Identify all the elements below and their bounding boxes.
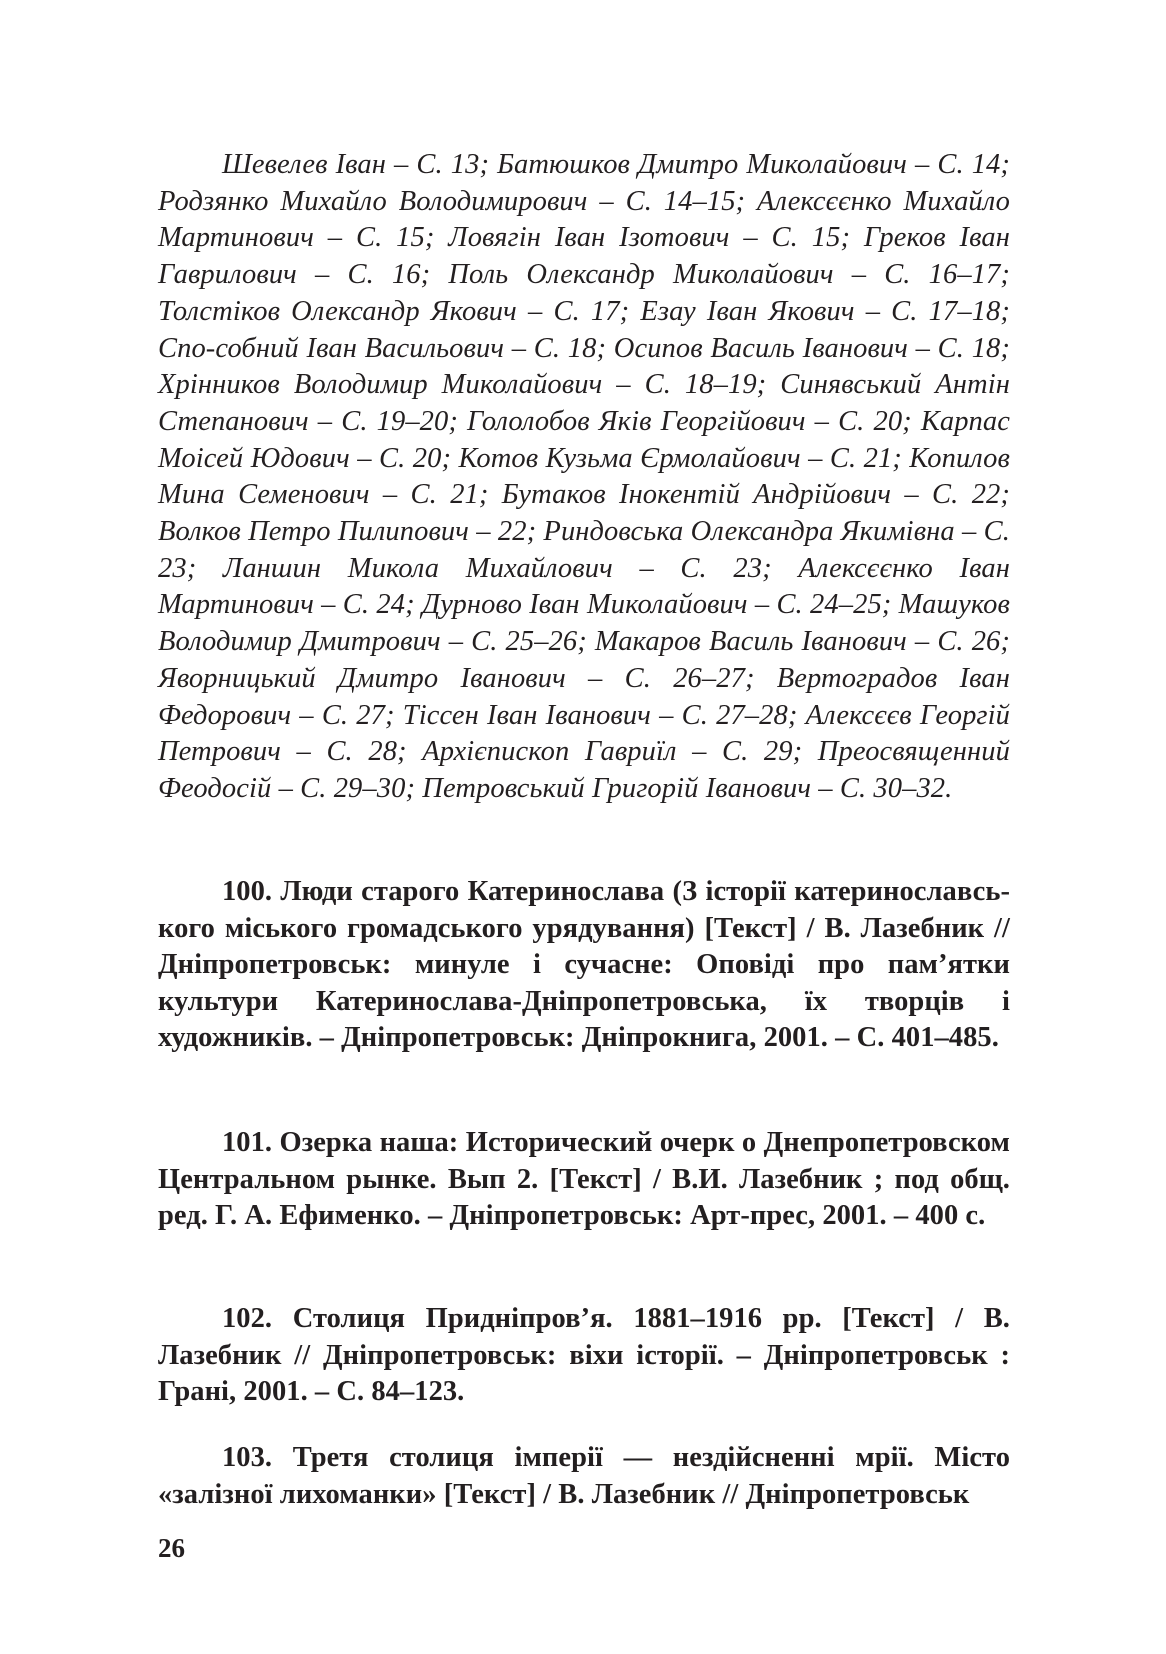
bibliography-entry-102: 102. Столиця Придніпров’я. 1881–1916 рр. [Текст] / В. Лазебник // Дніпропетровськ: віхи історії. – Дніпропетровськ : Грані, 2001. – С. 84–123. xyxy=(158,1303,1010,1408)
bibliography-entry-100: 100. Люди старого Катеринослава (З історії катеринославсь-кого міського громадського урядування) [Текст] / В. Лазебник // Дніпропетровськ: минуле і сучасне: Оповіді про пам’ятки культури Катеринослава-Дніпропетровська, їх творців і художників. – Дніпропетровськ: Дніпрокнига, 2001. – С. 401–485. xyxy=(158,876,1010,1054)
page-number: 26 xyxy=(158,1533,185,1563)
persons-index-paragraph: Шевелев Іван – С. 13; Батюшков Дмитро Миколайович – С. 14; Родзянко Михайло Володимирович – С. 14–15; Алексєєнко Михайло Мартинович – С. 15; Ловягін Іван Ізотович – С. 15; Греков Іван Гаврилович – С. 16; Поль Олександр Миколайович – С. 16–17; Толстіков Олександр Якович – С. 17; Езау Іван Якович – С. 17–18; Спо-собний Іван Васильович – С. 18; Осипов Василь Іванович – С. 18; Хрінников Володимир Миколайович – С. 18–19; Синявський Антін Степанович – С. 19–20; Гололобов Яків Георгійович – С. 20; Карпас Моісей Юдович – С. 20; Котов Кузьма Єрмолайович – С. 21; Копилов Мина Семенович – С. 21; Бутаков Інокентій Андрійович – С. 22; Волков Петро Пилипович – 22; Риндовська Олександра Якимівна – С. 23; Ланшин Микола Михайлович – С. 23; Алексєєнко Іван Мартинович – С. 24; Дурново Іван Миколайович – С. 24–25; Машуков Володимир Дмитрович – С. 25–26; Макаров Василь Іванович – С. 26; Яворницький Дмитро Іванович – С. 26–27; Вертоградов Іван Федорович – С. 27; Тіссен Іван Іванович – С. 27–28; Алексєєв Георгій Петрович – С. 28; Архієпископ Гавриїл – С. 29; Преосвященний Феодосій – С. 29–30; Петровський Григорій Іванович – С. 30–32. xyxy=(158,149,1010,804)
bibliography-entry-101: 101. Озерка наша: Исторический очерк о Днепропетровском Центральном рынке. Вып 2. [Текст] / В.И. Лазебник ; под общ. ред. Г. А. Ефименко. – Дніпропетровськ: Арт-прес, 2001. – 400 с. xyxy=(158,1127,1010,1232)
bibliography-entry-103: 103. Третя столиця імперії — нездійсненні мрії. Місто «залізної лихоманки» [Текст] / В. Лазебник // Дніпропетровськ xyxy=(158,1442,1010,1510)
